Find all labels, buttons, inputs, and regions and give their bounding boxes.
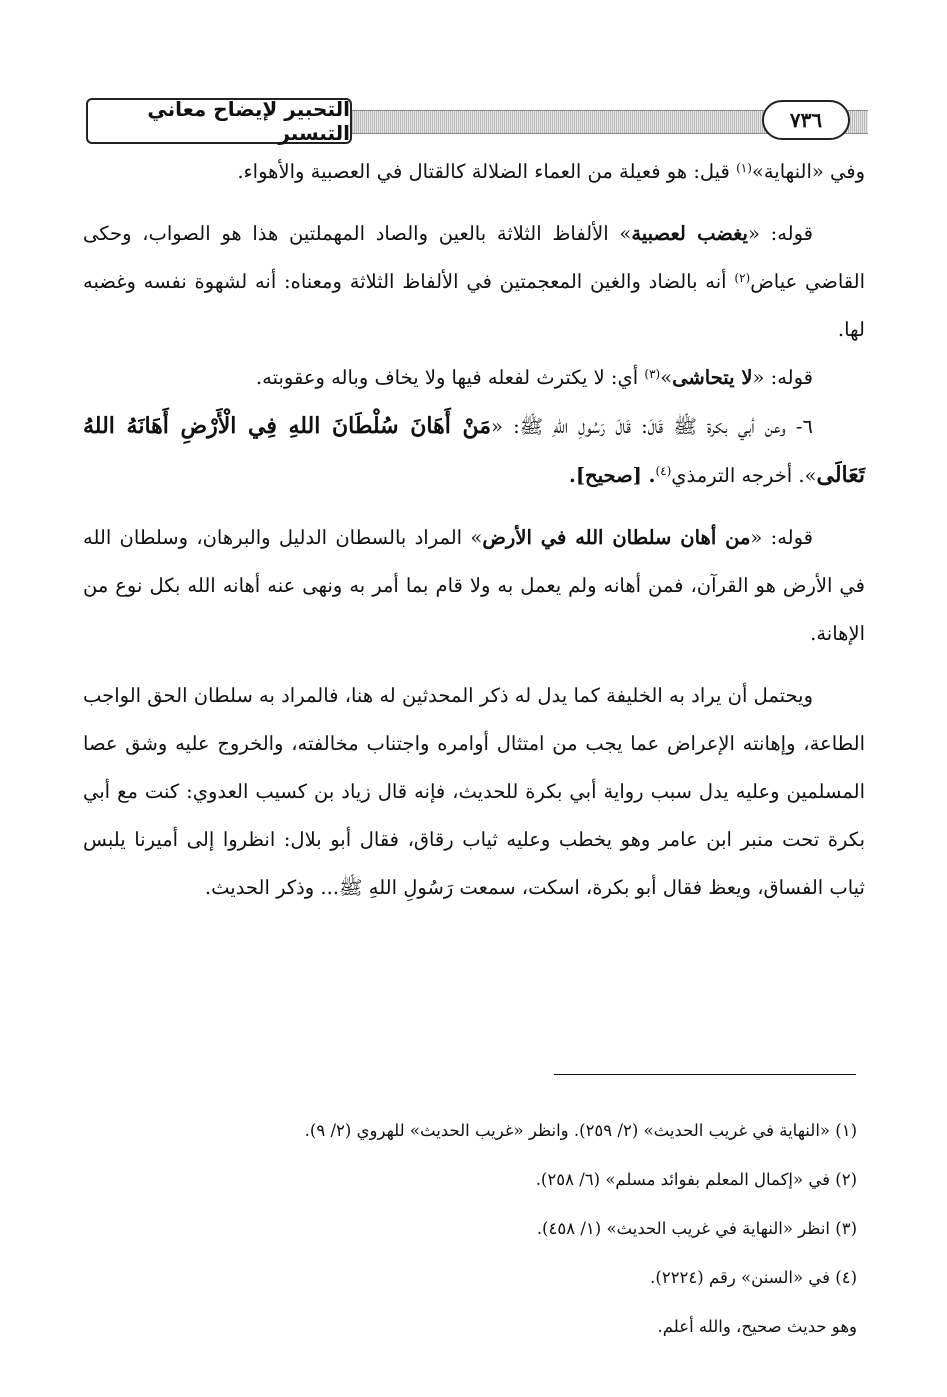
paragraph-1: وفي «النهاية»$^{(١)}$ قيل: هو فعيلة من العماء الضلالة كالقتال في العصبية والأهواء. [237,160,865,183]
footnote-separator [554,1074,856,1075]
paragraph-2: قوله: «يغضب لعصبية» الألفاظ الثلاثة بالعين والصاد المهملتين هذا هو الصواب، وحكى القاضي عياض$^{(٢)}$ أنه بالضاد والغين المعجمتين في الألفاظ الثلاثة ومعناه: أنه لشهوة نفسه وغضبه لها. [83,222,865,341]
footnote-1: (١) «النهاية في غريب الحديث» (٢/ ٢٥٩). وانظر «غريب الحديث» للهروي (٢/ ٩). [304,1121,857,1140]
paragraph-5: قوله: «من أهان سلطان الله في الأرض» المراد بالسطان الدليل والبرهان، وسلطان الله في الأرض هو القرآن، فمن أهانه ولم يعمل به ولا قام بما أمر به ونهى عنه أهانه الله بكل نوع من الإهانة. [83,526,865,645]
footnote-note: وهو حديث صحيح، والله أعلم. [657,1317,857,1336]
footnotes [83,1106,857,1351]
footnote-ref-2: (٢) [734,271,751,285]
footnote-4: (٤) في «السنن» رقم (٢٢٢٤). [650,1268,857,1287]
footnote-ref-3: (٣) [644,367,661,381]
book-title: التحبير لإيضاح معاني التيسير [86,98,352,144]
paragraph-6: ويحتمل أن يراد به الخليفة كما يدل له ذكر المحدثين له هنا، فالمراد به سلطان الحق الواجب الطاعة، وإهانته الإعراض عما يجب من امتثال أوامره واجتناب مخالفته، والخروج عليه وشق عصا المسلمين وعليه يدل سبب رواية أبي بكرة للحديث، فإنه قال زياد بن كسيب العدوي: كنت مع أبي بكرة تحت منبر ابن عامر وهو يخطب وعليه ثياب رقاق، فقال أبو بلال: انظروا إلى أميرنا يلبس ثياب الفساق، ويعظ فقال أبو بكرة، اسكت، سمعت رَسُولِ اللهِ ﷺ... وذكر الحديث. [83,684,865,899]
footnote-ref-1: (١) [736,161,752,175]
footnote-ref-4: (٤) [655,464,672,478]
paragraph-3: قوله: «لا يتحاشى»$^{(٣)}$ أي: لا يكترث لفعله فيها ولا يخاف وباله وعقوبته. [255,366,813,389]
footnote-2: (٢) في «إكمال المعلم بفوائد مسلم» (٦/ ٢٥٨). [535,1170,857,1189]
main-text [83,148,865,912]
page-number: ٧٣٦ [762,100,850,140]
footnote-3: (٣) انظر «النهاية في غريب الحديث» (١/ ٤٥٨). [536,1219,857,1238]
quoted-term: لا يتحاشى [672,366,753,389]
quoted-term: من أهان سلطان الله في الأرض [482,526,751,549]
hadith-text: مَنْ أَهَانَ سُلْطَانَ اللهِ فِي الْأَرْضِ أَهَانَهُ اللهُ تَعَالَى [83,413,865,488]
hadith-grade: . [صحيح]. [569,464,656,487]
quoted-term: يغضب لعصبية [631,222,748,245]
hadith-paragraph: ٦- وعن أبي بكرة ﷺ قَالَ: قَالَ رَسُولِ اللهِ ﷺ: «مَنْ أَهَانَ سُلْطَانَ اللهِ فِي الْأَرْضِ أَهَانَهُ اللهُ تَعَالَى». أخرجه الترمذي$^{(٤)}$. [صحيح]. [83,413,865,488]
page-header [86,98,868,146]
